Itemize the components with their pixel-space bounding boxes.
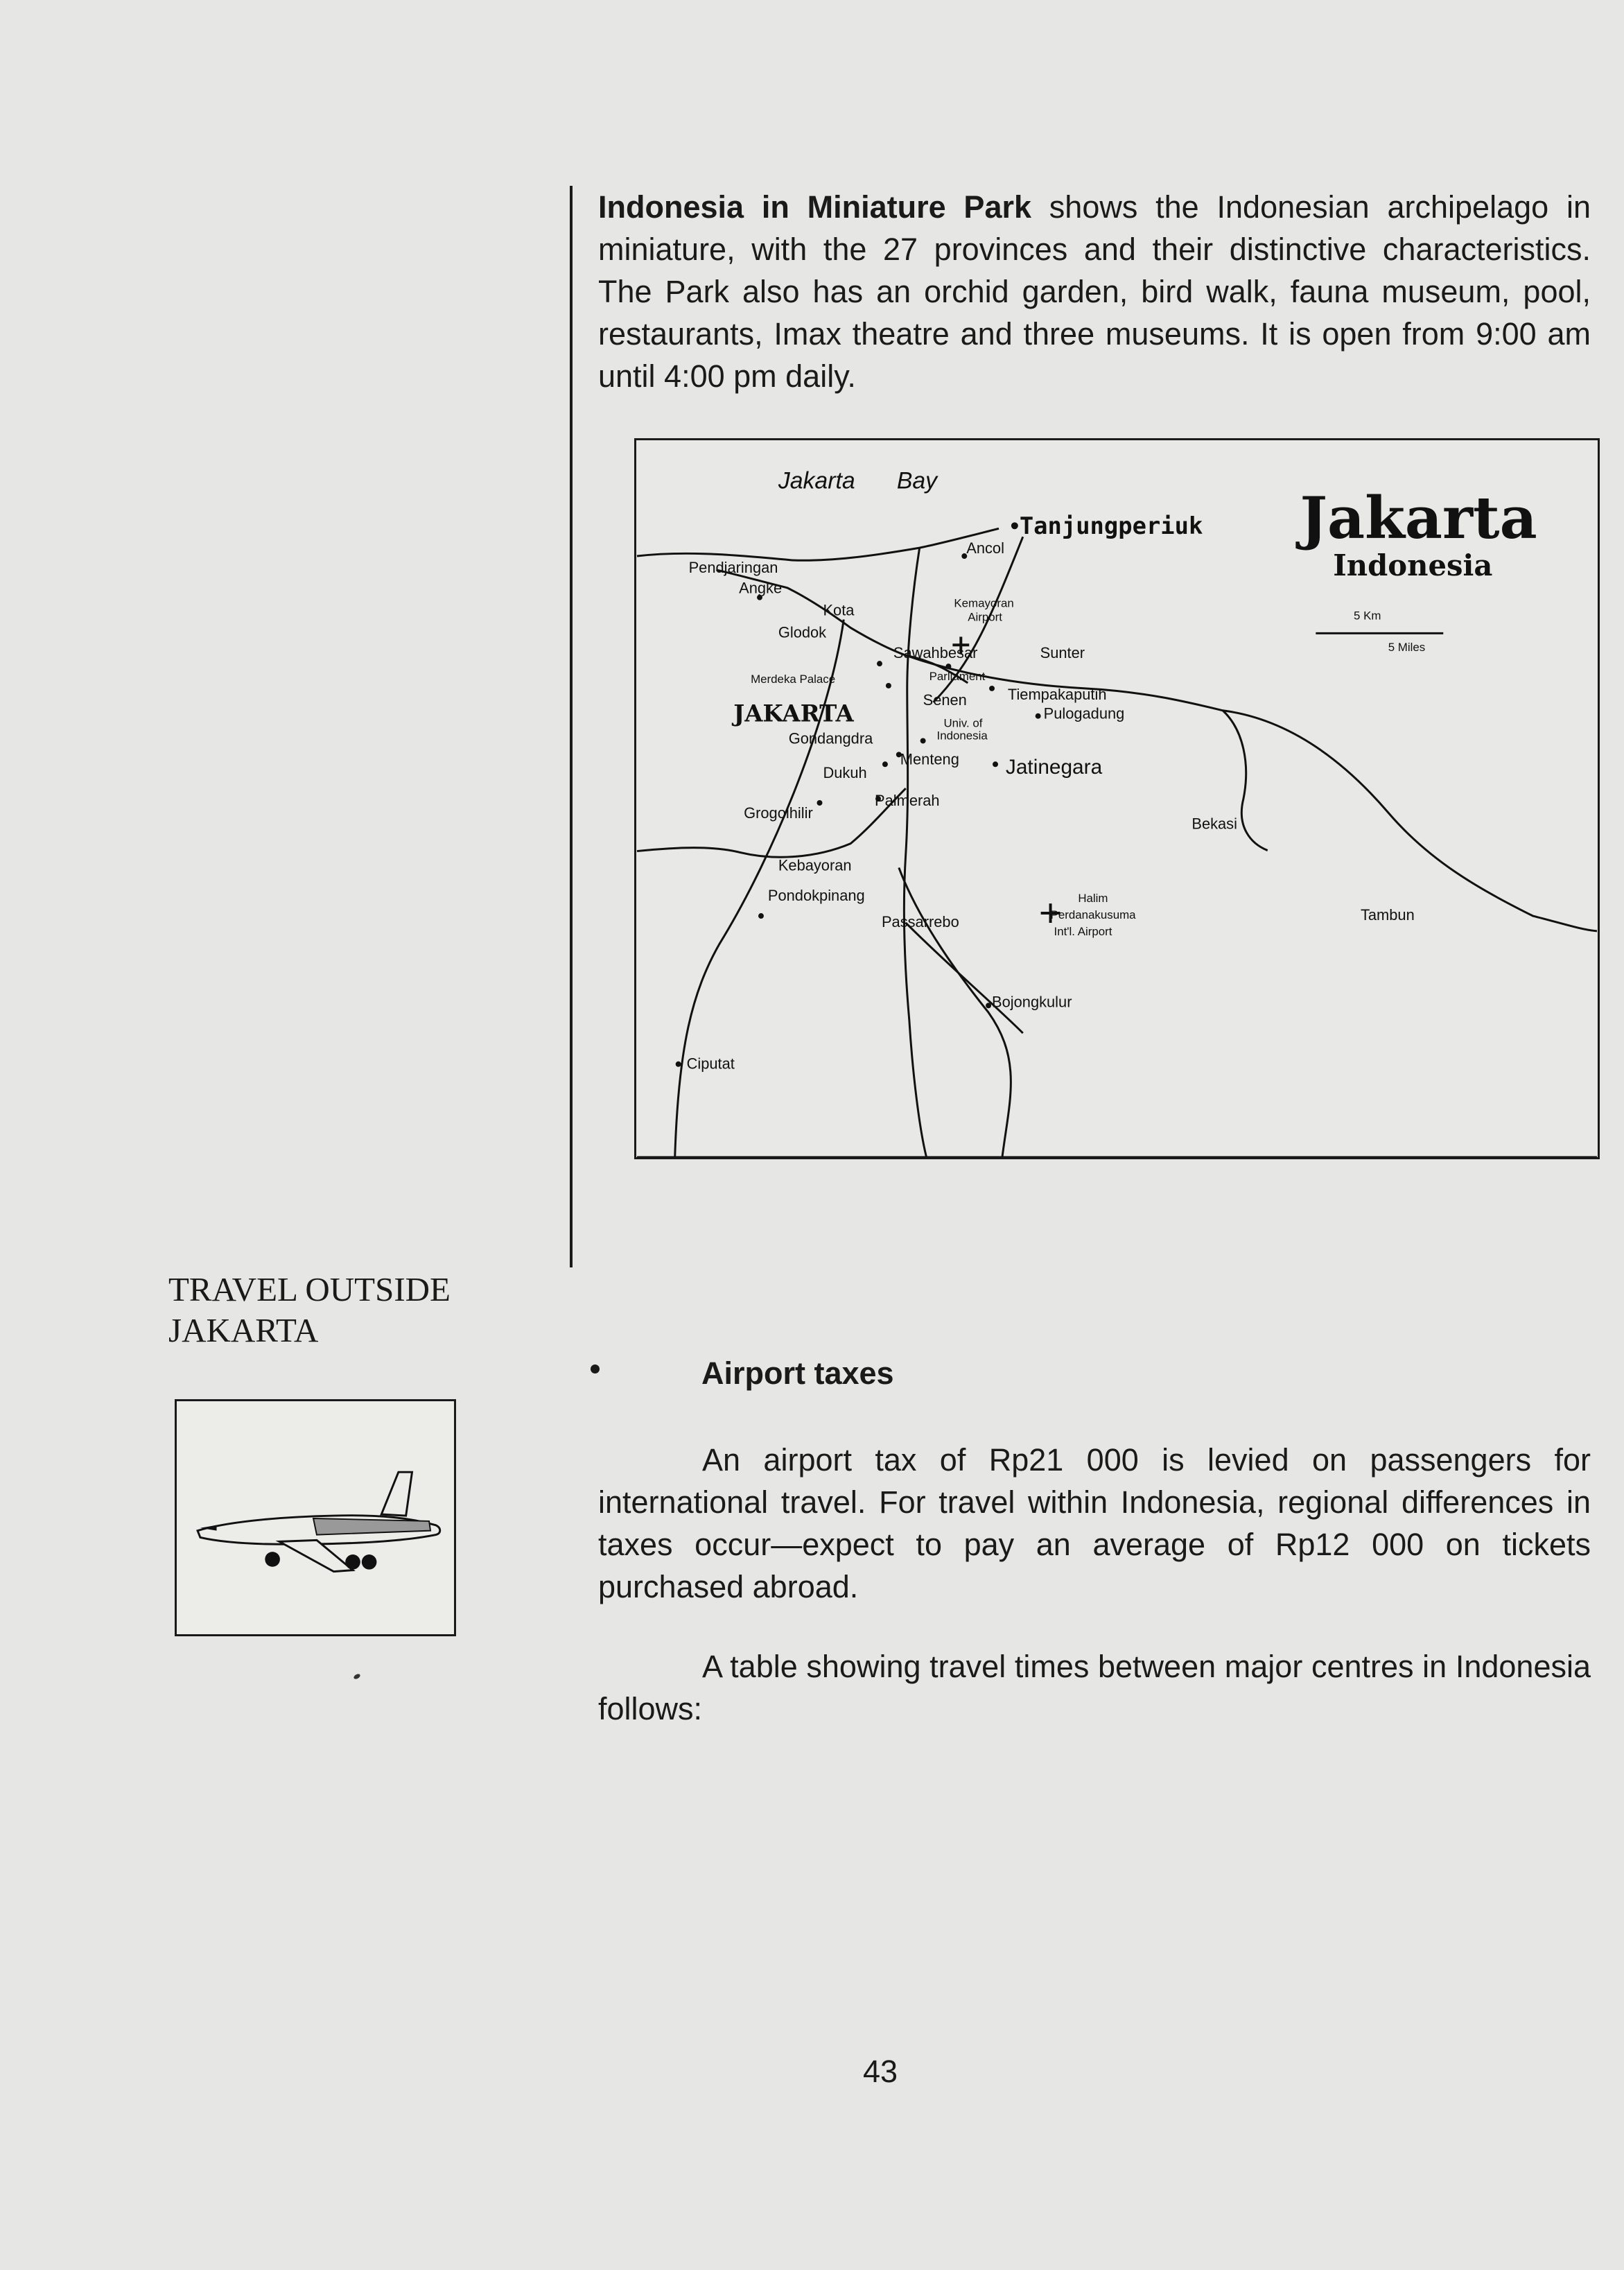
map-bay-label-1: Jakarta — [778, 467, 855, 494]
map-city-label: JAKARTA — [733, 699, 854, 727]
place-bekasi: Bekasi — [1191, 815, 1237, 833]
airplane-illustration — [175, 1399, 456, 1636]
travel-heading-line-2: JAKARTA — [168, 1311, 319, 1349]
place-univ-2: Indonesia — [936, 729, 988, 743]
map-scale-miles: 5 Miles — [1388, 641, 1426, 655]
map-roads — [637, 528, 1597, 1157]
road-south-east — [906, 923, 1023, 1033]
place-univ-1: Univ. of — [943, 716, 983, 730]
place-ancol: Ancol — [966, 539, 1004, 557]
airport-taxes-text: An airport tax of Rp21 000 is levied on passengers for international travel. For travel within Indonesia, regional differences in taxes occur—expect to pay an average of Rp12 000 on tickets purchased abroad. — [598, 1442, 1591, 1604]
ink-speck — [353, 1673, 361, 1680]
place-pulogadung: Pulogadung — [1043, 704, 1125, 722]
table-intro-paragraph — [598, 1645, 1591, 1730]
airport-taxes-heading: Airport taxes — [701, 1355, 894, 1391]
travel-outside-heading — [168, 1269, 557, 1351]
place-senen: Senen — [923, 691, 967, 709]
place-halim-2: Perdanakusuma — [1050, 908, 1136, 921]
place-kemayoran: Kemayoran — [954, 596, 1014, 610]
map-subtitle: Indonesia — [1333, 548, 1493, 582]
place-ciputat: Ciputat — [686, 1055, 735, 1073]
place-airport: Airport — [968, 610, 1002, 624]
intro-paragraph — [598, 186, 1591, 397]
page-number: 43 — [862, 2054, 898, 2089]
place-merdeka-palace: Merdeka Palace — [751, 672, 836, 686]
place-menteng: Menteng — [900, 750, 959, 768]
place-jatinegara: Jatinegara — [1005, 756, 1103, 779]
place-halim-1: Halim — [1078, 892, 1108, 906]
place-pendjaringan: Pendjaringan — [688, 558, 778, 576]
place-pondokpinang: Pondokpinang — [767, 887, 865, 905]
travel-heading-line-1: TRAVEL OUTSIDE — [168, 1270, 451, 1308]
place-glodok: Glodok — [778, 623, 827, 641]
place-palmerah: Palmerah — [875, 791, 940, 809]
table-intro-text: A table showing travel times between major centres in Indonesia follows: — [598, 1649, 1591, 1726]
road-south — [899, 867, 1011, 1157]
place-kebayoran: Kebayoran — [778, 856, 852, 874]
place-bojongkulur: Bojongkulur — [992, 993, 1072, 1011]
place-gondangdra: Gondangdra — [788, 729, 873, 747]
place-dukuh: Dukuh — [823, 764, 867, 782]
place-halim-3: Int'l. Airport — [1054, 924, 1112, 938]
place-passarrebo: Passarrebo — [881, 912, 959, 930]
map-bay-label-2: Bay — [896, 467, 938, 494]
intro-title: Indonesia in Miniature Park — [598, 189, 1032, 225]
place-tiempakaputih: Tiempakaputih — [1007, 685, 1107, 703]
place-tambun: Tambun — [1360, 906, 1415, 924]
column-divider — [570, 186, 573, 1267]
jakarta-map — [634, 438, 1600, 1159]
intro-body: shows the Indonesian archipelago in miniature, with the 27 provinces and their distinctive characteristics. The Park also has an orchid garden, bird walk, fauna museum, pool, restaurants, Imax theatre and three museums. It is open from 9:00 am until 4:00 pm daily. — [598, 189, 1591, 394]
bullet-icon — [591, 1364, 600, 1374]
map-graphic — [636, 440, 1598, 1157]
map-scale-km: 5 Km — [1354, 609, 1381, 623]
place-tanjungperiuk: Tanjungperiuk — [1019, 512, 1203, 540]
airplane-icon — [177, 1401, 454, 1634]
map-title: Jakarta — [1300, 484, 1537, 553]
place-kota: Kota — [823, 601, 855, 619]
place-sunter: Sunter — [1040, 644, 1085, 662]
coastline — [637, 528, 999, 560]
place-grogolhilir: Grogolhilir — [744, 804, 813, 822]
road-north-south — [904, 548, 926, 1157]
place-sawahbesar: Sawahbesar — [893, 644, 978, 662]
place-parliament: Parliament — [929, 669, 986, 683]
place-angke: Angke — [739, 579, 783, 597]
airport-taxes-paragraph — [598, 1439, 1591, 1608]
